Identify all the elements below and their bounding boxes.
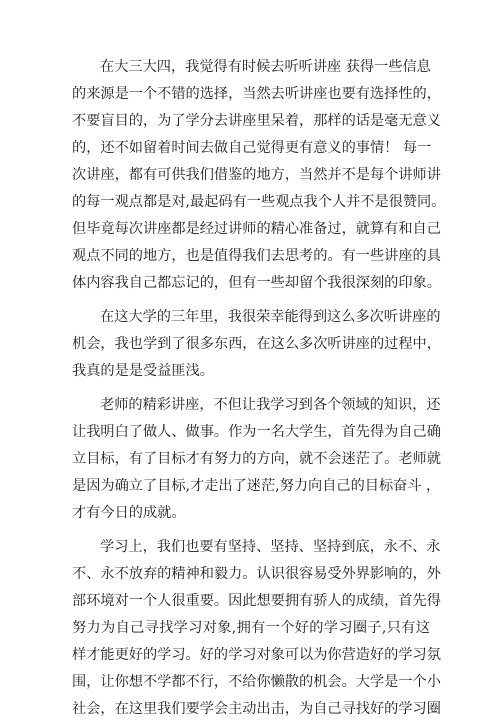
text-line: 观点不同的地方，也是值得我们去思考的。有一些讲座的具 (72, 248, 441, 264)
text-line: 但毕竟每次讲座都是经过讲师的精心准备过，就算有和自己 (72, 221, 441, 237)
text-line: 在大三大四，我觉得有时候去听听讲座 获得一些信息 (100, 59, 431, 75)
text-line: 才有今日的成就。 (72, 505, 186, 521)
text-line: 次讲座，都有可供我们借鉴的地方，当然并不是每个讲师讲 (72, 167, 441, 183)
paragraph-1 (72, 54, 446, 297)
text-line: 围，让你想不学都不行，不给你懒散的机会。大学是一个小 (72, 674, 441, 690)
text-line: 的每一观点都是对,最起码有一些观点我个人并不是很赞同。 (72, 194, 446, 210)
text-line: 社会，在这里我们要学会主动出击，为自己寻找好的学习圈 (72, 701, 441, 717)
text-line: 让我明白了做人、做事。作为一名大学生，首先得为自己确 (72, 424, 441, 440)
paragraph-4 (72, 534, 441, 723)
text-line: 体内容我自己都忘记的，但有一些却留个我很深刻的印象。 (72, 275, 441, 291)
text-line: 努力为自己寻找学习对象,拥有一个好的学习圈子,只有这 (72, 620, 430, 636)
text-line: 的，还不如留着时间去做自己觉得更有意义的事情！ 每一 (72, 140, 432, 156)
text-line: 我真的是是受益匪浅。 (72, 363, 214, 379)
paragraph-2 (72, 304, 441, 385)
text-line: 样才能更好的学习。好的学习对象可以为你营造好的学习氛 (72, 647, 441, 663)
text-line: 立目标，有了目标才有努力的方向，就不会迷茫了。老师就 (72, 451, 441, 467)
text-line: 部环境对一个人很重要。因此想要拥有骄人的成绩，首先得 (72, 593, 441, 609)
text-line: 机会，我也学到了很多东西，在这么多次听讲座的过程中， (72, 336, 441, 352)
text-line: 不要盲目的，为了学分去讲座里呆着，那样的话是毫无意义 (72, 113, 441, 129)
text-line: 的来源是一个不错的选择，当然去听讲座也要有选择性的， (72, 86, 441, 102)
paragraph-3 (72, 392, 441, 527)
text-line: 老师的精彩讲座，不但让我学习到各个领域的知识，还 (100, 397, 441, 413)
text-line: 在这大学的三年里，我很荣幸能得到这么多次听讲座的 (100, 309, 441, 325)
text-line: 不、永不放弃的精神和毅力。认识很容易受外界影响的，外 (72, 566, 441, 582)
document-body (72, 54, 446, 725)
text-line: 学习上，我们也要有坚持、坚持、坚持到底，永不、永 (100, 539, 441, 555)
text-line: 是因为确立了目标,才走出了迷茫,努力向自己的目标奋斗 ， (72, 478, 441, 494)
